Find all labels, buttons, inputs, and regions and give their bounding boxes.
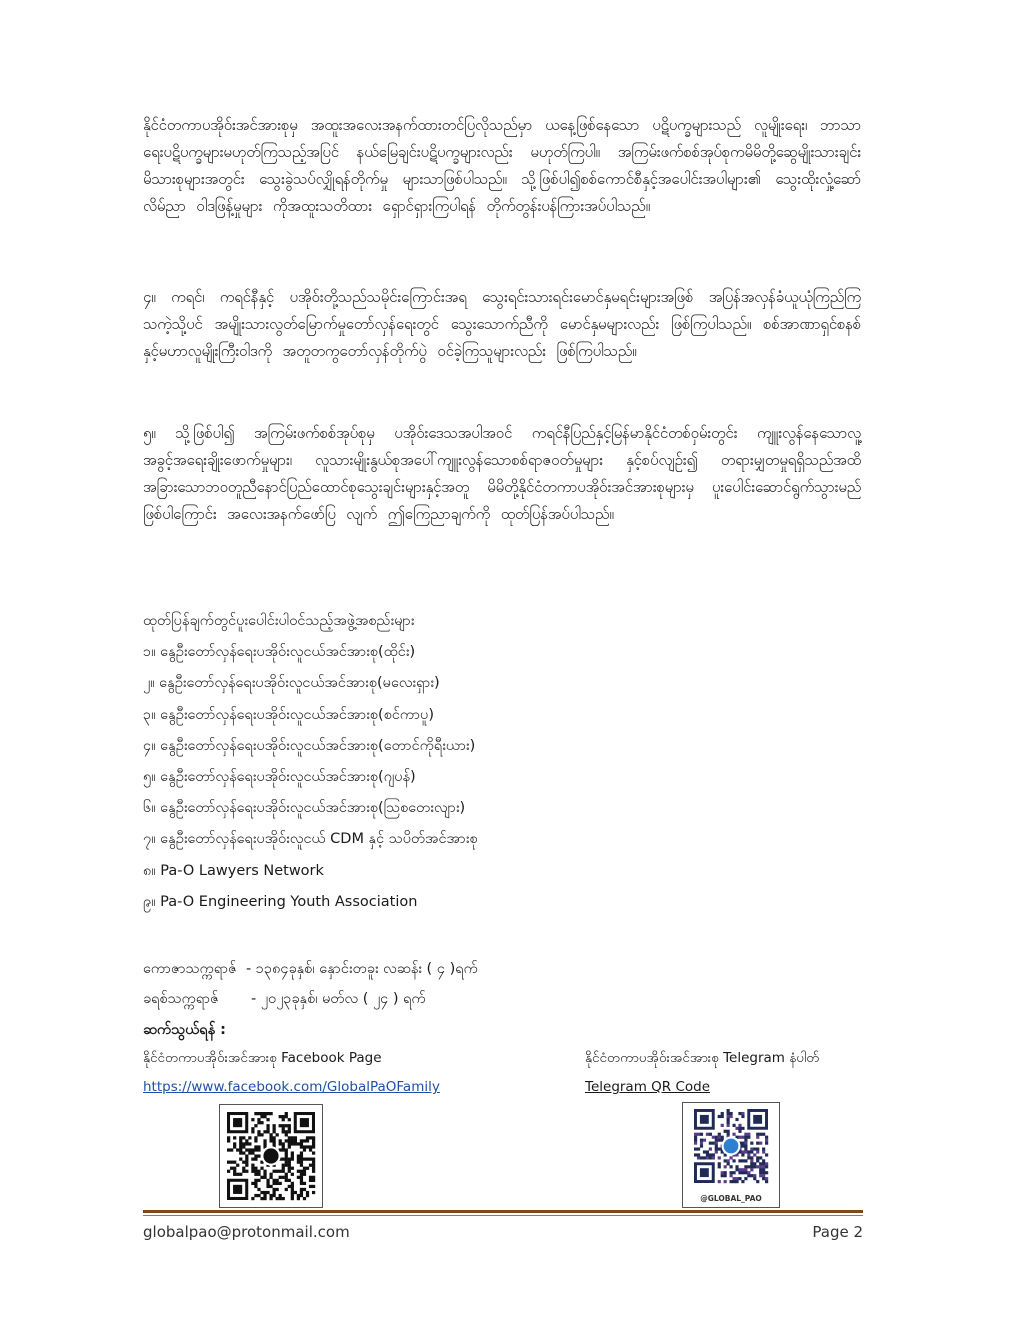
facebook-label: နိုင်ငံတကာပအိုဝ်းအင်အားစု Facebook Page: [143, 1050, 382, 1066]
signatories-list: [143, 606, 743, 918]
paragraph-4: ၄။ ကရင်၊ ကရင်နီနှင့် ပအိုဝ်းတို့သည်သမိုင်းကြောင်းအရ သွေးရင်းသားရင်းမောင်နှမရင်းများအဖြစ် အပြန်အလှန်ခံယူယုံကြည်ကြသကဲ့သို့ပင် အမျိုးသားလွတ်မြောက်မှုတော်လှန်ရေးတွင် သွေးသောက်ညီကို မောင်နှမများလည်း ဖြစ်ကြပါသည်။ စစ်အာဏာရှင်စနစ်နှင့်မဟာလူမျိုးကြီးဝါဒကို အတူတကွတော်လှန်တိုက်ပွဲ ဝင်ခဲ့ကြသူများလည်း ဖြစ်ကြပါသည်။: [143, 288, 861, 360]
qr-code-icon: [683, 1103, 779, 1189]
telegram-qr-code: [682, 1102, 780, 1208]
christian-date: ခရစ်သက္ကရာဇ် - ၂၀၂၃ခုနှစ်၊ မတ်လ ( ၂၄ ) ရက်: [143, 991, 426, 1007]
list-item: ၉။ Pa-O Engineering Youth Association: [143, 893, 418, 910]
list-item: ၇။ နွေဦးတော်လှန်ရေးပအိုဝ်းလူငယ် CDM နှင့် သပိတ်အင်အားစု: [143, 831, 478, 848]
page-number: Page 2: [812, 1223, 863, 1241]
kawzar-date: ကောဇာသက္ကရာဇ် - ၁၃၈၄ခုနှစ်၊ နှောင်းတခူး လဆန်း ( ၄ )ရက်: [143, 961, 478, 977]
footer-email: globalpao@protonmail.com: [143, 1223, 350, 1241]
list-item: ၂။ နွေဦးတော်လှန်ရေးပအိုဝ်းလူငယ်အင်အားစု(မလေးရှား): [143, 675, 440, 692]
list-item: ၅။ နွေဦးတော်လှန်ရေးပအိုဝ်းလူငယ်အင်အားစု(ဂျပန်): [143, 768, 416, 785]
list-item: ၃။ နွေဦးတော်လှန်ရေးပအိုဝ်းလူငယ်အင်အားစု(စင်ကာပူ): [143, 706, 434, 723]
qr-code-icon: [220, 1105, 322, 1207]
telegram-qr-link[interactable]: Telegram QR Code: [585, 1079, 711, 1095]
facebook-link[interactable]: https://www.facebook.com/GlobalPaOFamily: [143, 1079, 440, 1095]
footer-divider: [143, 1210, 863, 1213]
telegram-qr-caption: @GLOBAL_PAO: [700, 1194, 762, 1203]
facebook-qr-code: [219, 1104, 323, 1208]
telegram-label: နိုင်ငံတကာပအိုဝ်းအင်အားစု Telegram နံပါတ်: [585, 1050, 820, 1066]
footer-divider-thin: [143, 1215, 863, 1216]
paragraph-statement: နိုင်ငံတကာပအိုဝ်းအင်အားစုမှ အထူးအလေးအနက်ထားတင်ပြလိုသည်မှာ ယနေ့ဖြစ်နေသော ပဋိပက္ခများသည် လူမျိုးရေး၊ ဘာသာရေးပဋိပက္ခများမဟုတ်ကြသည့်အပြင် နယ်မြေချင်းပဋိပက္ခများလည်း မဟုတ်ကြပါ။ အကြမ်းဖက်စစ်အုပ်စုကမိမိတို့ဆွေမျိုးသားချင်းမိသားစုများအတွင်း သွေးခွဲသပ်လျှိုရန်တိုက်မှု များသာဖြစ်ပါသည်။ သို့ဖြစ်ပါ၍စစ်ကောင်စီနှင့်အပေါင်းအပါများ၏ သွေးထိုးလှုံ့ဆော်လိမ်ညာ ဝါဒဖြန့်မှုများ ကိုအထူးသတိထား ရှောင်ရှားကြပါရန် တိုက်တွန်းပန်ကြားအပ်ပါသည်။: [143, 116, 861, 215]
dates-block: [143, 954, 478, 1014]
list-item: ၄။ နွေဦးတော်လှန်ရေးပအိုဝ်းလူငယ်အင်အားစု(တောင်ကိုရီးယား): [143, 737, 476, 754]
list-item: ၈။ Pa-O Lawyers Network: [143, 862, 324, 879]
paragraph-5: ၅။ သို့ဖြစ်ပါ၍ အကြမ်းဖက်စစ်အုပ်စုမှ ပအိုဝ်းဒေသအပါအဝင် ကရင်နီပြည်နှင့်မြန်မာနိုင်ငံတစ်ဝှမ်းတွင်း ကျူးလွန်နေသောလူ့အခွင့်အရေးချိုးဖောက်မှုများ၊ လူသားမျိုးနွယ်စုအပေါ်ကျူးလွန်သောစစ်ရာဇဝတ်မှုများ နှင့်စပ်လျဉ်း၍ တရားမျှတမှုရရှိသည်အထိ အခြားသောဘဝတူညီနောင်ပြည်ထောင်စုသွေးချင်းများနှင့်အတူ မိမိတို့နိုင်ငံတကာပအိုဝ်းအင်အားစုများမှ ပူးပေါင်းဆောင်ရွက်သွားမည်ဖြစ်ပါကြောင်း အလေးအနက်ဖော်ပြ လျက် ဤကြေညာချက်ကို ထုတ်ပြန်အပ်ပါသည်။: [143, 424, 861, 523]
list-item: ၆။ နွေဦးတော်လှန်ရေးပအိုဝ်းလူငယ်အင်အားစု(ဩစတေးလျား): [143, 800, 466, 817]
signatories-heading: ထုတ်ပြန်ချက်တွင်ပူးပေါင်းပါဝင်သည့်အဖွဲ့အစည်းများ: [143, 613, 415, 629]
list-item: ၁။ နွေဦးတော်လှန်ရေးပအိုဝ်းလူငယ်အင်အားစု(ထိုင်း): [143, 644, 416, 661]
contact-title: ဆက်သွယ်ရန် :: [143, 1022, 226, 1038]
